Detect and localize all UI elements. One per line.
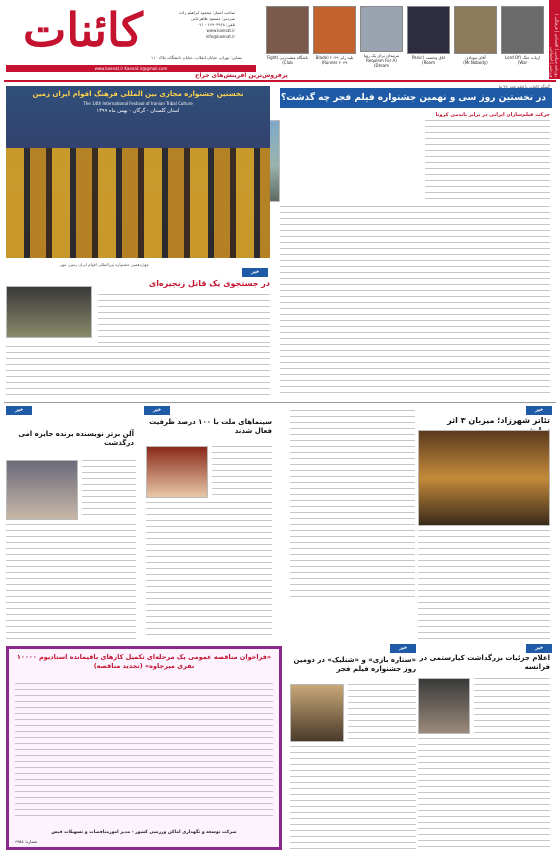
film-card[interactable]: بلید رانر ۲۰۴۹ (Blade Runner ۲۰۴۹) <box>313 6 356 68</box>
kiarostami-body-2 <box>418 738 550 850</box>
lead-subhead: حرکت فیلم‌سازان ایرانی در برابر پاندمی کرونا <box>435 112 550 118</box>
cinema-photo <box>146 446 208 498</box>
lead-body-text-2 <box>280 206 550 396</box>
lead-kicker: گفتگو کائنات با فیلم فجر ۳۸ ما <box>498 84 550 89</box>
zanjir-body <box>98 294 270 344</box>
author-body <box>82 460 136 520</box>
poster-image <box>501 6 544 54</box>
theater-photo <box>418 430 550 526</box>
film-card[interactable]: مرثیه‌ای برای یک رویا (Requiem For A Dream) <box>360 6 403 68</box>
side-strip: روزنامه سیاسی | اقتصادی | فرهنگی | ورزشی | اجتماعی <box>549 0 560 79</box>
tender-ad[interactable] <box>6 646 282 850</box>
star-photo <box>290 684 344 742</box>
header-rule <box>4 80 556 82</box>
poster-image <box>407 6 450 54</box>
zanjir-photo <box>6 286 92 338</box>
kiarostami-body <box>474 678 550 734</box>
news-tag: خبر <box>526 406 552 415</box>
poster-image <box>313 6 356 54</box>
star-body-2 <box>290 746 416 850</box>
lead-headline-bar: در نخستین روز سی و نهمین جشنواره فیلم فجر چه گذشت؟ <box>280 88 552 108</box>
author-body-2 <box>6 524 136 640</box>
festival-caption: چهاردهمین جشنواره بین‌المللی اقوام ایران زمین، مهر <box>60 262 149 267</box>
film-card[interactable]: اتاق وحشت (Panic Room) <box>407 6 450 68</box>
lead-body-text <box>425 120 550 202</box>
poster-image <box>454 6 497 54</box>
newspaper-logo: کائنات <box>23 3 143 57</box>
news-tag: خبر <box>390 644 416 653</box>
film-card[interactable]: ارباب جنگ (Lord Of War) <box>501 6 544 68</box>
middle-body <box>290 410 415 600</box>
theater-body <box>418 530 550 640</box>
cinema-headline[interactable]: سینماهای ملت با ۱۰۰ درصد ظرفیت فعال شدند <box>149 418 272 435</box>
news-tag: خبر <box>144 406 170 415</box>
masthead <box>8 3 158 62</box>
zanjir-body-2 <box>6 346 270 398</box>
author-headline[interactable]: آلن برتز نویسنده برنده جایزه امی درگذشت <box>18 430 134 447</box>
star-headline[interactable]: «ستاره بازی» و «شنلیک» در دومین روز جشنواره فیلم فجر <box>293 656 416 673</box>
film-card[interactable]: باشگاه مشت‌زنی (Fight Club) <box>266 6 309 68</box>
website-bar: www.kaenat.ir Kaenat.ir@gmail.com <box>6 65 256 72</box>
star-body <box>348 684 416 742</box>
poster-image <box>266 6 309 54</box>
ad-footer: شرکت توسعه و نگهداری اماکن ورزشی کشور - مدیر امورمناقصات و تسهیلات قیس <box>51 830 237 835</box>
news-tag: خبر <box>526 644 552 653</box>
films-title: پرفروش‌ترین آفرینش‌های جراح <box>195 72 288 79</box>
owner-info: صاحب امتیاز: محمود ابراهیم زاده سردبیر: مسعود ظاهرخانی تلفن: ۶۶۹۰۳۹۶۸ - ۰۲۱ www.kaenat.ir info@kaenat.ir <box>179 10 235 39</box>
address: نشانی: تهران، خیابان انقلاب، خیابان دانشگاه، پلاک ۱۱۰ <box>150 55 242 60</box>
kiarostami-photo <box>418 678 470 734</box>
theater-headline[interactable]: تئاتر شهرزاد؛ میزبان ۳ اثر <box>447 416 550 425</box>
top-films-strip <box>214 6 544 68</box>
film-card[interactable]: آقای نیوبادی (Mr.Nobody) <box>454 6 497 68</box>
cinema-body <box>212 446 272 498</box>
kiarostami-headline[interactable]: اعلام جزئیات بزرگداشت کیارستمی در فرانسه <box>419 654 550 671</box>
festival-photo: نخستین جشنواره مجازی بین المللی فرهنگ اقوام ایران زمین The 14th International Festival of Iranian Tribal Culture استان گلستان - گرگان - بهمن ماه ۱۳۹۹ <box>6 86 270 258</box>
poster-image <box>360 6 403 52</box>
ad-title: «فراخوان مناقصه عمومی یک مرحله‌ای تکمیل کارهای باقیمانده استادیوم ۱۰۰۰۰ نفری میرجاوه» (تجدید مناقصه) <box>16 653 272 670</box>
zanjir-headline[interactable]: در جستجوی یک قاتل زنجیره‌ای <box>148 279 270 288</box>
news-tag: خبر <box>6 406 32 415</box>
ad-number: شماره: ۶۹۵۸ <box>15 839 38 844</box>
news-tag: خبر <box>242 268 268 277</box>
cinema-body-2 <box>146 502 272 640</box>
author-photo <box>6 460 78 520</box>
